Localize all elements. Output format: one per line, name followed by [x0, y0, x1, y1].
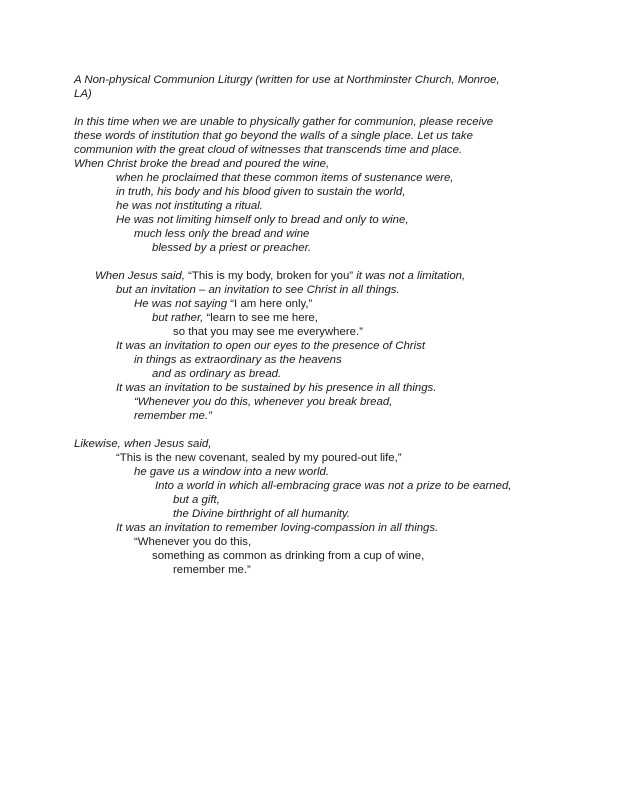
- liturgy-line: in truth, his body and his blood given to sustain the world,: [116, 186, 406, 198]
- intro-line: communion with the great cloud of witnesses that transcends time and place.: [74, 144, 463, 156]
- text-run: but rather,: [152, 312, 207, 324]
- liturgy-line: and as ordinary as bread.: [152, 368, 282, 380]
- liturgy-line: “Whenever you do this, whenever you break bread,: [134, 396, 393, 408]
- liturgy-line: when he proclaimed that these common items of sustenance were,: [116, 172, 454, 184]
- liturgy-line: in things as extraordinary as the heavens: [134, 354, 342, 366]
- liturgy-line: so that you may see me everywhere.”: [173, 326, 363, 338]
- liturgy-line: something as common as drinking from a cup of wine,: [152, 550, 425, 562]
- liturgy-line: much less only the bread and wine: [134, 228, 310, 240]
- liturgy-line: but a gift,: [173, 494, 220, 506]
- liturgy-line: he was not instituting a ritual.: [116, 200, 263, 212]
- quote-run: “I am here only,”: [230, 298, 313, 310]
- title-line-2: LA): [74, 88, 92, 100]
- liturgy-line: blessed by a priest or preacher.: [152, 242, 312, 254]
- intro-line: In this time when we are unable to physically gather for communion, please receive: [74, 116, 494, 128]
- liturgy-line: [152, 312, 318, 325]
- liturgy-line: remember me.”: [134, 410, 212, 422]
- liturgy-line: but an invitation – an invitation to see Christ in all things.: [116, 284, 400, 296]
- liturgy-line: “Whenever you do this,: [134, 536, 252, 548]
- liturgy-line: [134, 298, 312, 311]
- liturgy-line: He was not limiting himself only to bread and only to wine,: [116, 214, 409, 226]
- liturgy-line: “This is the new covenant, sealed by my poured-out life,”: [116, 452, 402, 464]
- liturgy-line: It was an invitation to open our eyes to the presence of Christ: [116, 340, 425, 352]
- quote-run: “learn to see me here,: [206, 312, 318, 324]
- quote-run: “This is my body, broken for you”: [188, 270, 354, 282]
- title-line-1: A Non-physical Communion Liturgy (written for use at Northminster Church, Monroe,: [74, 74, 500, 86]
- liturgy-line: Likewise, when Jesus said,: [74, 438, 212, 450]
- liturgy-line: he gave us a window into a new world.: [134, 466, 330, 478]
- liturgy-line: remember me.”: [173, 564, 251, 576]
- liturgy-line: Into a world in which all-embracing grace was not a prize to be earned,: [155, 480, 512, 492]
- text-run: it was not a limitation,: [353, 270, 466, 282]
- liturgy-line: It was an invitation to be sustained by his presence in all things.: [116, 382, 437, 394]
- text-run: When Jesus said,: [95, 270, 189, 282]
- intro-line: these words of institution that go beyond the walls of a single place. Let us take: [74, 130, 473, 142]
- liturgy-line: It was an invitation to remember loving-compassion in all things.: [116, 522, 439, 534]
- text-run: He was not saying: [134, 298, 231, 310]
- intro-line: When Christ broke the bread and poured the wine,: [74, 158, 330, 170]
- liturgy-line: [95, 270, 465, 283]
- liturgy-line: the Divine birthright of all humanity.: [173, 508, 351, 520]
